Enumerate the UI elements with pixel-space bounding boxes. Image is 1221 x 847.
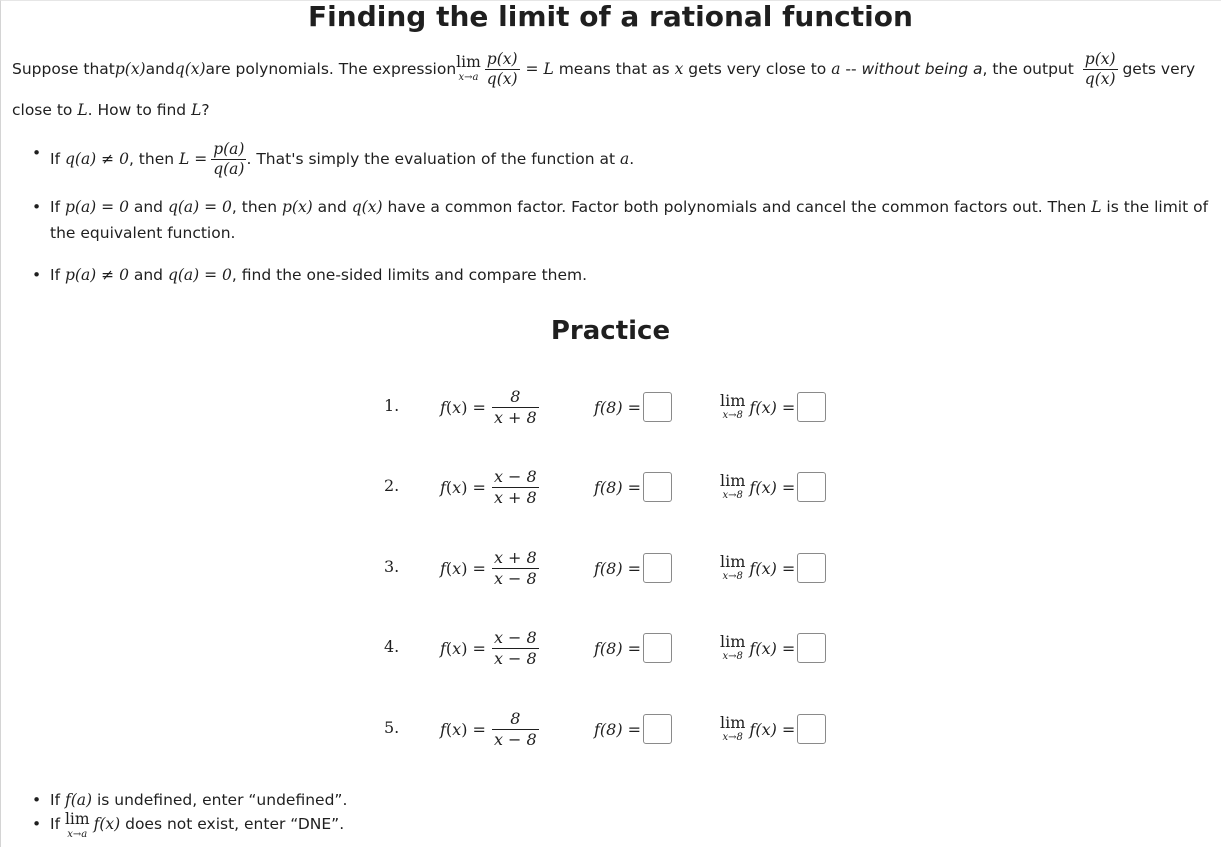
function-definition bbox=[440, 462, 539, 512]
fraction-numerator: x − 8 bbox=[493, 628, 537, 648]
value-label: f(8) = bbox=[594, 397, 642, 417]
practice-row bbox=[0, 462, 1221, 512]
rule-item-3: • If p(a) ≠ 0 and q(a) = 0, find the one-sided limits and compare them. bbox=[30, 262, 1210, 288]
function-lhs: f(x) = bbox=[440, 558, 486, 578]
limit-expression: lim x→a bbox=[456, 53, 481, 83]
fraction-denominator: x − 8 bbox=[493, 729, 537, 749]
limit-prompt bbox=[720, 704, 826, 754]
practice-row bbox=[0, 704, 1221, 754]
math-p-x: p(x) bbox=[114, 60, 146, 79]
function-definition bbox=[440, 382, 539, 432]
problem-number: 4. bbox=[384, 637, 400, 656]
function-fraction bbox=[492, 467, 539, 506]
limit-prompt bbox=[720, 543, 826, 593]
limit-operator: lim x→8 bbox=[720, 632, 746, 662]
value-answer-input[interactable] bbox=[643, 633, 672, 663]
function-fraction bbox=[492, 387, 539, 426]
problem-number: 5. bbox=[384, 718, 400, 737]
limit-label: f(x) = bbox=[749, 719, 796, 739]
fraction-denominator: x − 8 bbox=[493, 568, 537, 588]
function-lhs: f(x) = bbox=[440, 638, 486, 658]
function-definition bbox=[440, 623, 539, 673]
practice-row bbox=[0, 623, 1221, 673]
function-definition bbox=[440, 704, 539, 754]
value-label: f(8) = bbox=[594, 719, 642, 739]
value-prompt bbox=[594, 382, 672, 432]
value-prompt bbox=[594, 704, 672, 754]
function-lhs: f(x) = bbox=[440, 477, 486, 497]
limit-operator: lim x→8 bbox=[720, 471, 746, 501]
function-lhs: f(x) = bbox=[440, 719, 486, 739]
fraction-denominator: x + 8 bbox=[493, 487, 537, 507]
fraction-numerator: x − 8 bbox=[493, 467, 537, 487]
function-fraction bbox=[492, 548, 539, 587]
value-answer-input[interactable] bbox=[643, 392, 672, 422]
limit-answer-input[interactable] bbox=[797, 633, 826, 663]
fraction-px-qx: $\frac{p(x)}{q(x)}$ bbox=[486, 50, 518, 88]
function-definition bbox=[440, 543, 539, 593]
limit-prompt bbox=[720, 623, 826, 673]
problem-number: 1. bbox=[384, 396, 400, 415]
fraction-pa-qa: $\frac{p(a)}{q(a)}$ bbox=[213, 140, 245, 178]
rule-item-2: • If p(a) = 0 and q(a) = 0, then p(x) and q(x) have a common factor. Factor both polynomials and cancel the common factors out. Then L is the limit of the equivalent function. bbox=[30, 194, 1210, 246]
rule-item-1: • If q(a) ≠ 0 , then L = $\frac{p(a)}{q(a)}$ . That's simply the evaluation of the function at a . bbox=[30, 140, 1210, 178]
value-answer-input[interactable] bbox=[643, 553, 672, 583]
function-fraction bbox=[492, 709, 539, 748]
note-limit: lim x→a bbox=[64, 810, 90, 840]
fraction-numerator: x + 8 bbox=[493, 548, 537, 568]
fraction-denominator: x − 8 bbox=[493, 648, 537, 668]
practice-row bbox=[0, 382, 1221, 432]
practice-row bbox=[0, 543, 1221, 593]
limit-operator: lim x→8 bbox=[720, 391, 746, 421]
fraction-numerator: 8 bbox=[492, 709, 539, 729]
intro-line-2: close to L. How to find L? bbox=[12, 101, 210, 120]
function-lhs: f(x) = bbox=[440, 397, 486, 417]
note-dne: • If lim x→a f(x) does not exist, enter “DNE”. bbox=[30, 812, 347, 840]
intro-paragraph bbox=[12, 50, 1212, 120]
fraction-numerator: 8 bbox=[492, 387, 539, 407]
problem-number: 3. bbox=[384, 557, 400, 576]
limit-label: f(x) = bbox=[749, 638, 796, 658]
value-prompt bbox=[594, 623, 672, 673]
value-prompt bbox=[594, 462, 672, 512]
limit-prompt bbox=[720, 462, 826, 512]
limit-answer-input[interactable] bbox=[797, 553, 826, 583]
limit-prompt bbox=[720, 382, 826, 432]
fraction-output: $\frac{p(x)}{q(x)}$ bbox=[1084, 50, 1116, 88]
value-label: f(8) = bbox=[594, 638, 642, 658]
value-label: f(8) = bbox=[594, 558, 642, 578]
without-being-a: without being a bbox=[861, 60, 983, 79]
rules-list bbox=[30, 140, 1210, 288]
value-label: f(8) = bbox=[594, 477, 642, 497]
note-undefined: • If f(a) is undefined, enter “undefined”. bbox=[30, 788, 347, 812]
limit-answer-input[interactable] bbox=[797, 392, 826, 422]
math-q-x: q(x) bbox=[174, 60, 206, 79]
limit-operator: lim x→8 bbox=[720, 713, 746, 743]
limit-label: f(x) = bbox=[749, 397, 796, 417]
instructions-list bbox=[30, 788, 347, 840]
value-answer-input[interactable] bbox=[643, 472, 672, 502]
value-answer-input[interactable] bbox=[643, 714, 672, 744]
limit-label: f(x) = bbox=[749, 477, 796, 497]
problem-number: 2. bbox=[384, 476, 400, 495]
limit-answer-input[interactable] bbox=[797, 472, 826, 502]
value-prompt bbox=[594, 543, 672, 593]
fraction-denominator: x + 8 bbox=[493, 407, 537, 427]
practice-title: Practice bbox=[550, 316, 671, 346]
limit-operator: lim x→8 bbox=[720, 552, 746, 582]
page-title: Finding the limit of a rational function bbox=[308, 0, 913, 33]
limit-answer-input[interactable] bbox=[797, 714, 826, 744]
function-fraction bbox=[492, 628, 539, 667]
limit-label: f(x) = bbox=[749, 558, 796, 578]
intro-line-1: Suppose that p(x) and q(x) are polynomials. The expression lim x→a $\frac{p(x)}{q(x)}$ = L means that as x gets very close to a -- without being a , the output $\frac{p(x)}{q(x)}$ gets very bbox=[12, 50, 1196, 88]
